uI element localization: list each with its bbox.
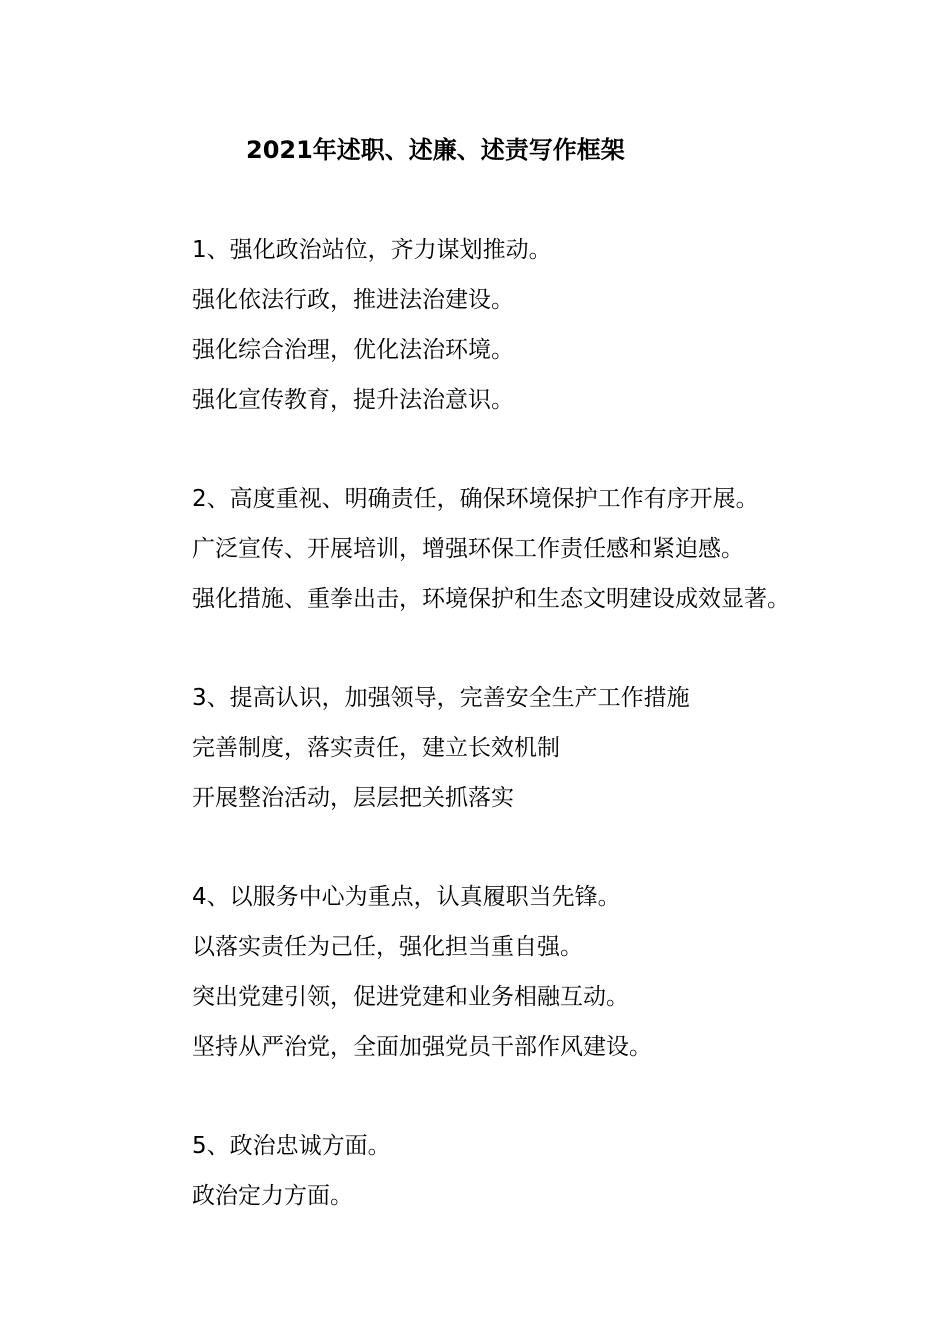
section-4-heading: 4、以服务中心为重点，认真履职当先锋。	[192, 884, 621, 910]
section-1-heading: 1、强化政治站位，齐力谋划推动。	[192, 237, 552, 263]
section-1-line-2: 强化综合治理，优化法治环境。	[192, 337, 514, 363]
section-3-line-1: 完善制度，落实责任，建立长效机制	[192, 735, 560, 761]
section-3-heading: 3、提高认识，加强领导，完善安全生产工作措施	[192, 685, 690, 711]
section-4-line-2: 突出党建引领，促进党建和业务相融互动。	[192, 984, 629, 1010]
document-title: 2021年述职、述廉、述责写作框架	[246, 136, 625, 164]
section-2-line-2: 强化措施、重拳出击，环境保护和生态文明建设成效显著。	[192, 586, 790, 612]
section-2-heading: 2、高度重视、明确责任，确保环境保护工作有序开展。	[192, 486, 759, 512]
section-5-line-1: 政治定力方面。	[192, 1183, 353, 1209]
section-2-line-1: 广泛宣传、开展培训，增强环保工作责任感和紧迫感。	[192, 536, 744, 562]
section-3-line-2: 开展整治活动，层层把关抓落实	[192, 785, 514, 811]
section-1-line-1: 强化依法行政，推进法治建设。	[192, 287, 514, 313]
section-5-heading: 5、政治忠诚方面。	[192, 1133, 391, 1159]
section-4-line-1: 以落实责任为己任，强化担当重自强。	[192, 934, 583, 960]
section-1-line-3: 强化宣传教育，提升法治意识。	[192, 387, 514, 413]
section-4-line-3: 坚持从严治党，全面加强党员干部作风建设。	[192, 1034, 652, 1060]
